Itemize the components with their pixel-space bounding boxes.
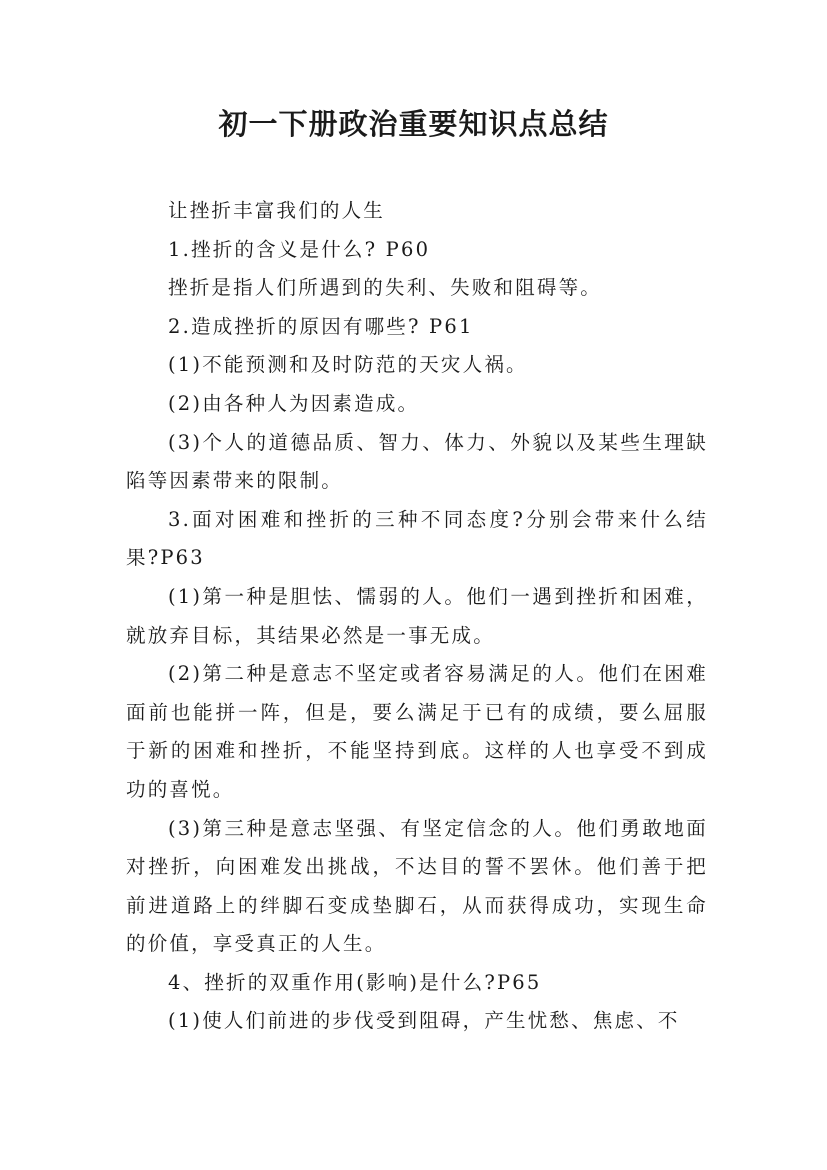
answer-item: (3)个人的道德品质、智力、体力、外貌以及某些生理缺陷等因素带来的限制。 bbox=[126, 430, 708, 493]
answer-item: (1)第一种是胆怯、懦弱的人。他们一遇到挫折和困难，就放弃目标，其结果必然是一事无成。 bbox=[126, 584, 708, 647]
answer-item: (1)使人们前进的步伐受到阻碍，产生忧愁、焦虑、不 bbox=[168, 1009, 680, 1033]
answer-item: (1)不能预测和及时防范的天灾人祸。 bbox=[168, 353, 528, 377]
answer-paragraph: 挫折是指人们所遇到的失利、失败和阻碍等。 bbox=[168, 276, 603, 300]
answer-item: (2)由各种人为因素造成。 bbox=[168, 391, 420, 415]
answer-item: (3)第三种是意志坚强、有坚定信念的人。他们勇敢地面对挫折，向困难发出挑战，不达目的誓不罢休。他们善于把前进道路上的绊脚石变成垫脚石，从而获得成功，实现生命的价值，享受真正的人生。 bbox=[126, 816, 708, 956]
question-heading: 1.挫折的含义是什么? P60 bbox=[168, 237, 431, 261]
document-title: 初一下册政治重要知识点总结 bbox=[218, 107, 609, 141]
question-heading: 4、挫折的双重作用(影响)是什么?P65 bbox=[168, 970, 542, 994]
section-heading: 让挫折丰富我们的人生 bbox=[168, 199, 386, 222]
question-heading: 3.面对困难和挫折的三种不同态度?分别会带来什么结果?P63 bbox=[126, 507, 708, 570]
question-heading: 2.造成挫折的原因有哪些? P61 bbox=[168, 314, 474, 338]
answer-item: (2)第二种是意志不坚定或者容易满足的人。他们在困难面前也能拼一阵，但是，要么满足于已有的成绩，要么屈服于新的困难和挫折，不能坚持到底。这样的人也享受不到成功的喜悦。 bbox=[126, 662, 708, 801]
document-body bbox=[126, 192, 708, 1041]
